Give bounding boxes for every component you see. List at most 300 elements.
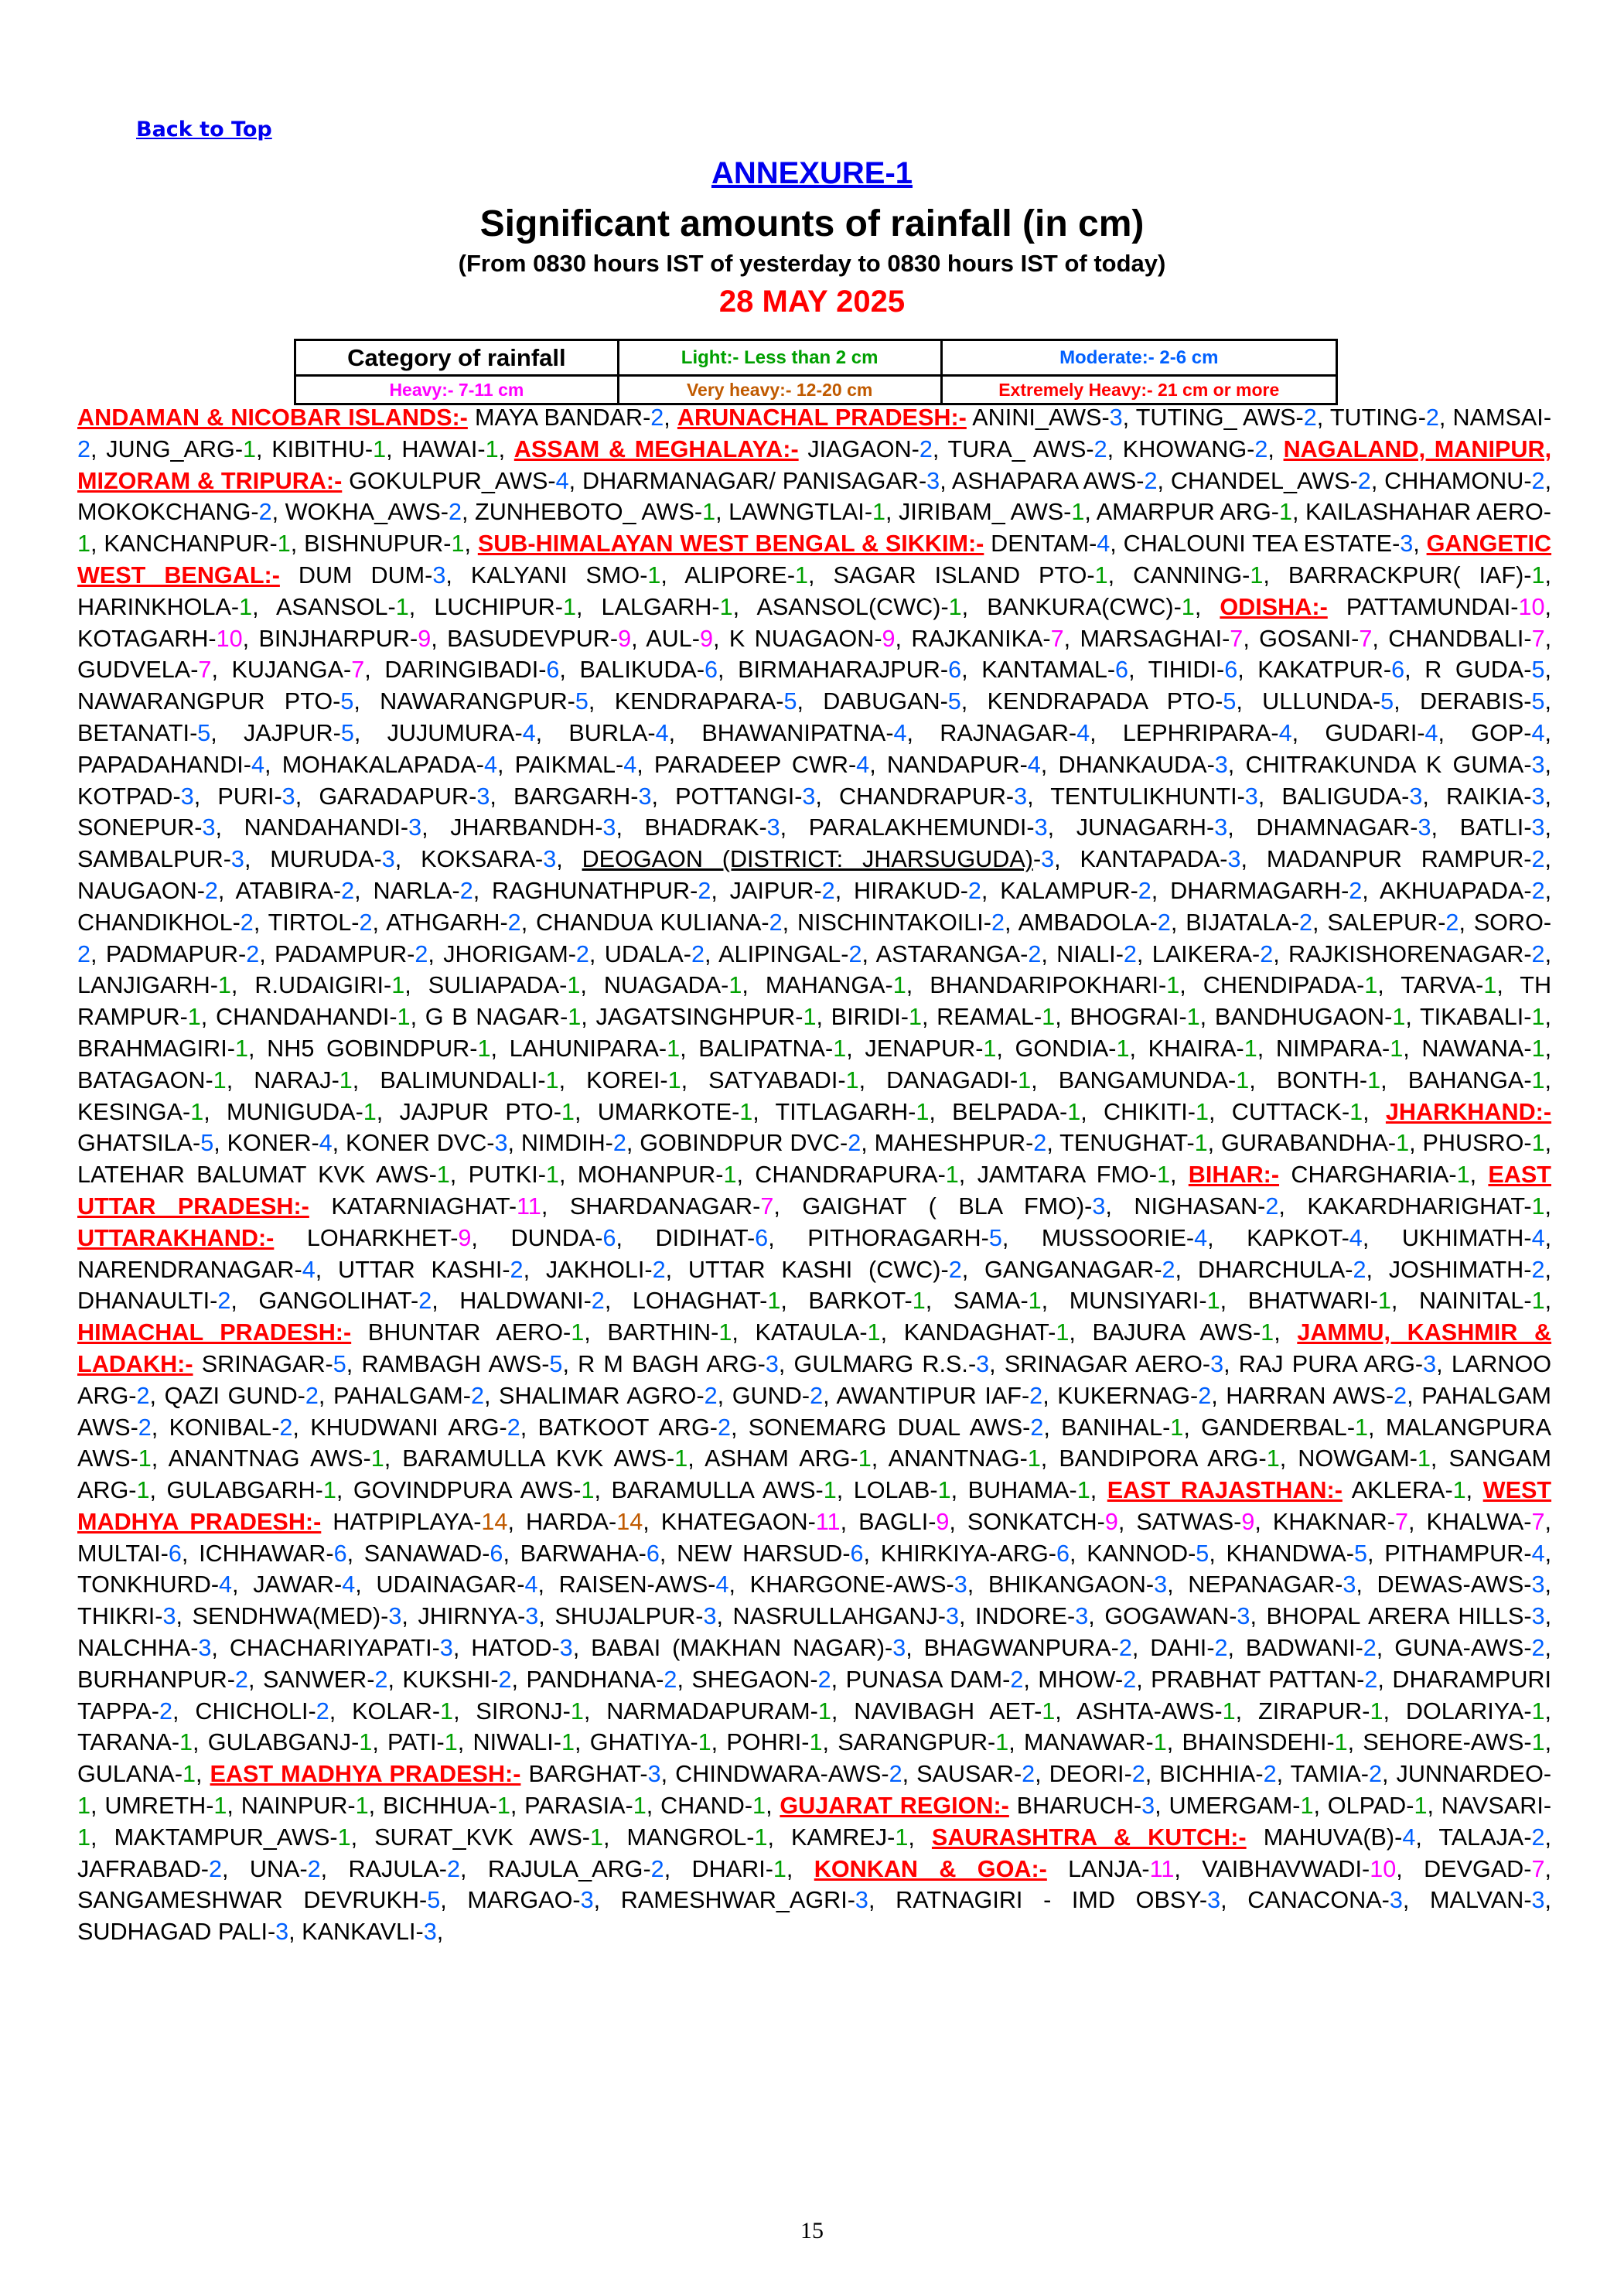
- station-name: CHARGHARIA: [1291, 1162, 1449, 1189]
- rainfall-value: 1: [719, 593, 733, 620]
- station-name: JAGATSINGHPUR: [595, 1004, 796, 1031]
- station-name: ATHGARH: [386, 909, 500, 936]
- rainfall-value: 1: [1531, 1035, 1545, 1062]
- station-name: JUNNARDEO: [1396, 1761, 1544, 1788]
- station-name: PARADEEP CWR: [653, 751, 848, 778]
- station-name: SHARDANAGAR: [569, 1192, 753, 1220]
- rainfall-value: 1: [1531, 1066, 1545, 1093]
- rainfall-value: 5: [1353, 1540, 1367, 1567]
- station-name: BRAHMAGIRI: [77, 1035, 227, 1062]
- rainfall-value: 1: [1279, 499, 1293, 526]
- rainfall-value: 2: [1123, 940, 1137, 967]
- rainfall-value: 2: [821, 877, 835, 904]
- rainfall-value: 1: [1392, 1004, 1406, 1031]
- station-name: GANGANAGAR: [984, 1256, 1155, 1283]
- station-name: NAWARANGPUR PTO: [77, 688, 333, 715]
- station-name: HATOD: [471, 1635, 552, 1662]
- rainfall-value: 2: [1368, 1761, 1382, 1788]
- rainfall-value: 1: [179, 1729, 193, 1756]
- station-name: KESINGA: [77, 1098, 183, 1125]
- station-name: BAGLI: [858, 1508, 929, 1535]
- rainfall-value: 2: [159, 1697, 172, 1725]
- rainfall-value: 2: [1010, 1666, 1024, 1693]
- station-name: ASANSOL(CWC): [756, 593, 941, 620]
- station-name: BHATWARI: [1247, 1288, 1370, 1315]
- station-name: HATPIPLAYA: [333, 1508, 474, 1535]
- rainfall-value: 9: [618, 625, 632, 652]
- rainfall-value: 1: [698, 1729, 711, 1756]
- rainfall-value: 1: [1300, 1793, 1314, 1820]
- station-name: MARSAGHAI: [1080, 625, 1223, 652]
- rainfall-value: 9: [936, 1508, 950, 1535]
- station-name: CHANDAHANDI: [215, 1004, 390, 1031]
- station-name: BATLI: [1459, 814, 1524, 841]
- rainfall-value: 1: [1370, 1697, 1383, 1725]
- station-name: MANGROL: [626, 1823, 747, 1851]
- rainfall-value: 5: [340, 688, 354, 715]
- rainfall-value: 5: [1196, 1540, 1209, 1567]
- rainfall-value: 1: [1250, 561, 1264, 588]
- station-name: GUDVELA: [77, 657, 191, 684]
- page-subtitle: (From 0830 hours IST of yesterday to 0830 hours IST of today): [458, 250, 1166, 277]
- rainfall-value: 1: [647, 561, 661, 588]
- page-number: 15: [800, 2218, 824, 2243]
- legend-category-label: Category of rainfall: [295, 340, 619, 376]
- rainfall-value: 3: [1154, 1571, 1168, 1598]
- station-name: PITHORAGARH: [807, 1224, 981, 1251]
- rainfall-value: 1: [213, 1793, 227, 1820]
- station-name: BARKOT: [808, 1288, 905, 1315]
- rainfall-value: 3: [559, 1635, 573, 1662]
- rainfall-value: 6: [705, 657, 718, 684]
- station-name: BINJHARPUR: [258, 625, 410, 652]
- rainfall-value: 4: [715, 1571, 729, 1598]
- rainfall-value: 1: [1334, 1729, 1348, 1756]
- rainfall-value: 1: [277, 531, 291, 558]
- station-name: DHANKAUDA: [1058, 751, 1207, 778]
- station-name: GAIGHAT ( BLA FMO): [802, 1192, 1085, 1220]
- station-name: NIWALI: [473, 1729, 554, 1756]
- station-name: SONEPUR: [77, 814, 195, 841]
- rainfall-value: 3: [1034, 814, 1048, 841]
- station-name: ASHAPARA AWS: [951, 467, 1137, 494]
- station-name: BUHAMA: [967, 1477, 1070, 1504]
- rainfall-value: 2: [704, 1382, 718, 1409]
- region-heading: BIHAR:-: [1188, 1162, 1280, 1189]
- rainfall-value: 3: [1207, 1887, 1221, 1914]
- station-name: NANDAHANDI: [244, 814, 401, 841]
- station-name: NISCHINTAKOILI: [797, 909, 984, 936]
- rainfall-value: 3: [765, 1350, 779, 1377]
- station-name: KHIRKIYA-ARG: [880, 1540, 1049, 1567]
- rainfall-value: 4: [1531, 719, 1545, 746]
- rainfall-value: 1: [817, 1697, 831, 1725]
- station-name: KOTAGARH: [77, 625, 209, 652]
- station-name: LAHUNIPARA: [509, 1035, 659, 1062]
- report-date: 28 MAY 2025: [718, 285, 906, 319]
- rainfall-value: 2: [374, 1666, 388, 1693]
- rainfall-value: 3: [1531, 783, 1545, 810]
- station-name: TUTING: [1329, 404, 1418, 431]
- rainfall-value: 7: [1230, 625, 1244, 652]
- region-heading: WEST MADHYA PRADESH:-: [77, 1477, 1552, 1535]
- rainfall-value: 1: [1042, 1004, 1056, 1031]
- region-heading: ANDAMAN & NICOBAR ISLANDS:-: [77, 404, 468, 431]
- rainfall-value: 2: [919, 435, 933, 462]
- station-name: MALANGPURA AWS: [77, 1414, 1552, 1472]
- rainfall-value: 4: [1531, 1224, 1545, 1251]
- station-name: NAMSAI: [1452, 404, 1544, 431]
- rainfall-value: 3: [892, 1635, 906, 1662]
- rainfall-value: 3: [580, 1887, 594, 1914]
- rainfall-value: 1: [1377, 1288, 1391, 1315]
- station-name: PAIKMAL: [514, 751, 616, 778]
- rainfall-value: 2: [459, 877, 473, 904]
- station-name: LUCHIPUR: [434, 593, 555, 620]
- station-name: CHHAMONU: [1384, 467, 1524, 494]
- rainfall-value: 2: [1531, 1635, 1545, 1662]
- rainfall-value: 1: [397, 1004, 411, 1031]
- rainfall-value: 2: [448, 499, 462, 526]
- rainfall-value: 1: [872, 499, 886, 526]
- station-name: BARRACKPUR( IAF): [1288, 561, 1524, 588]
- rainfall-value: 2: [209, 1855, 223, 1882]
- station-name: NEPANAGAR: [1188, 1571, 1336, 1598]
- station-name: GULMARG R.S.: [793, 1350, 968, 1377]
- rainfall-value: 2: [1299, 909, 1313, 936]
- rainfall-value: 3: [180, 783, 194, 810]
- station-name: NEW HARSUD: [677, 1540, 843, 1567]
- rainfall-value: 4: [1278, 719, 1292, 746]
- station-name: POTTANGI: [675, 783, 795, 810]
- station-name: DHAMNAGAR: [1256, 814, 1411, 841]
- rainfall-value: 7: [1531, 1508, 1545, 1535]
- rainfall-value: 1: [581, 1477, 595, 1504]
- rainfall-value: 1: [809, 1729, 823, 1756]
- rainfall-value: 1: [908, 1004, 922, 1031]
- station-name: BALIKUDA: [579, 657, 697, 684]
- station-name: QAZI GUND: [164, 1382, 298, 1409]
- rainfall-value: 4: [655, 719, 669, 746]
- rainfall-value: 2: [650, 1855, 664, 1882]
- station-name: KAMREJ: [791, 1823, 888, 1851]
- rainfall-value: 3: [1109, 404, 1123, 431]
- station-name: DEOGAON (DISTRICT: JHARSUGUDA): [582, 846, 1033, 873]
- station-name: KAKATPUR: [1257, 657, 1383, 684]
- rainfall-value: 10: [1518, 593, 1545, 620]
- station-name: DUNDA: [510, 1224, 595, 1251]
- region-heading: UTTARAKHAND:-: [77, 1224, 275, 1251]
- rainfall-value: 9: [882, 625, 896, 652]
- station-name: NAWARANGPUR: [380, 688, 568, 715]
- station-name: INDORE: [975, 1603, 1068, 1630]
- rainfall-value: 1: [1531, 1697, 1545, 1725]
- station-name: MUNIGUDA: [226, 1098, 356, 1125]
- station-name: BATAGAON: [77, 1066, 206, 1093]
- station-name: DHARMANAGAR/ PANISAGAR: [582, 467, 919, 494]
- station-name: ZUNHEBOTO_ AWS: [475, 499, 694, 526]
- station-name: CHANDIKHOL: [77, 909, 233, 936]
- rainfall-value: 2: [1394, 1382, 1407, 1409]
- rainfall-value: 1: [767, 1288, 781, 1315]
- station-name: JHARBANDH: [450, 814, 595, 841]
- rainfall-value: 2: [1028, 940, 1042, 967]
- station-name: ASHAM ARG: [705, 1445, 851, 1472]
- station-name: UMRETH: [104, 1793, 206, 1820]
- rainfall-value: 2: [848, 940, 862, 967]
- rainfall-value: 4: [1402, 1823, 1416, 1851]
- rainfall-value: 2: [204, 877, 218, 904]
- rainfall-value: 1: [363, 1098, 377, 1125]
- station-name: GHATIYA: [589, 1729, 691, 1756]
- rainfall-value: 6: [646, 1540, 660, 1567]
- rainfall-value: 11: [517, 1192, 541, 1220]
- station-name: BALIGUDA: [1281, 783, 1402, 810]
- station-name: KHALWA: [1426, 1508, 1524, 1535]
- station-name: MAKTAMPUR_AWS: [114, 1823, 330, 1851]
- station-name: BALIMUNDALI: [380, 1066, 538, 1093]
- rainfall-value: 6: [1056, 1540, 1070, 1567]
- station-name: BARGHAT: [528, 1761, 640, 1788]
- station-name: SRINAGAR AERO: [1004, 1350, 1203, 1377]
- station-name: SAMA: [953, 1288, 1021, 1315]
- station-name: DANAGADI: [886, 1066, 1010, 1093]
- station-name: UKHIMATH: [1401, 1224, 1524, 1251]
- station-name: VAIBHAVWADI: [1202, 1855, 1363, 1882]
- station-name: BHIKANGAON: [988, 1571, 1146, 1598]
- rainfall-value: 1: [1261, 1319, 1274, 1346]
- station-name: JAFRABAD: [77, 1855, 201, 1882]
- rainfall-value: 2: [810, 1382, 824, 1409]
- rainfall-value: 1: [1364, 972, 1378, 999]
- rainfall-value: 2: [470, 1382, 484, 1409]
- rainfall-value: 3: [1418, 814, 1431, 841]
- station-name: BANKURA(CWC): [987, 593, 1174, 620]
- station-name: SULIAPADA: [428, 972, 560, 999]
- station-name: KALAMPUR: [1000, 877, 1131, 904]
- rainfall-value: 3: [230, 846, 244, 873]
- station-name: SHUJALPUR: [554, 1603, 696, 1630]
- station-name: TENTULIKHUNTI: [1050, 783, 1237, 810]
- station-name: MAHUVA(B): [1263, 1823, 1395, 1851]
- rainfall-value: 2: [612, 1130, 626, 1157]
- rainfall-value: 2: [1531, 1823, 1545, 1851]
- rainfall-value: 1: [440, 1697, 454, 1725]
- station-name: JAJPUR: [244, 719, 333, 746]
- rainfall-value: 2: [1303, 404, 1317, 431]
- station-name: GULABGANJ: [207, 1729, 352, 1756]
- station-name: KUJANGA: [231, 657, 344, 684]
- station-name: GOVINDPURA AWS: [353, 1477, 574, 1504]
- station-name: LALGARH: [601, 593, 712, 620]
- rainfall-value: 4: [522, 719, 536, 746]
- rainfall-value: 1: [589, 1823, 603, 1851]
- rainfall-value: 1: [1056, 1319, 1070, 1346]
- region-heading: JHARKHAND:-: [1385, 1098, 1552, 1125]
- station-name: LARNOO ARG: [77, 1350, 1552, 1409]
- rainfall-value: 1: [562, 593, 576, 620]
- rainfall-value: 3: [439, 1635, 453, 1662]
- rainfall-value: 1: [754, 1823, 768, 1851]
- rainfall-value: 2: [591, 1288, 605, 1315]
- station-name: TURA_ AWS: [947, 435, 1087, 462]
- rainfall-value: 3: [976, 1350, 990, 1377]
- station-name: SATWAS: [1136, 1508, 1234, 1535]
- station-name: MUSSOORIE: [1041, 1224, 1186, 1251]
- station-name: NIGHASAN: [1134, 1192, 1258, 1220]
- station-name: GOP: [1471, 719, 1524, 746]
- rainfall-value: 14: [616, 1508, 643, 1535]
- rainfall-value: 2: [1349, 877, 1363, 904]
- station-name: GUNA-AWS: [1394, 1635, 1524, 1662]
- station-name: JAIPUR: [729, 877, 814, 904]
- rainfall-value: 1: [355, 1793, 369, 1820]
- station-name: BARAMULLA AWS: [611, 1477, 816, 1504]
- region-heading: EAST MADHYA PRADESH:-: [210, 1761, 521, 1788]
- station-name: GOSANI: [1259, 625, 1352, 652]
- station-name: SHALIMAR AGRO: [499, 1382, 697, 1409]
- station-name: MALVAN: [1430, 1887, 1524, 1914]
- station-name: TENUGHAT: [1059, 1130, 1187, 1157]
- station-name: KUKERNAG: [1057, 1382, 1190, 1409]
- station-name: PADAMPUR: [275, 940, 408, 967]
- station-name: KANNOD: [1087, 1540, 1189, 1567]
- station-name: DHANAULTI: [77, 1288, 210, 1315]
- rainfall-value: 1: [239, 593, 253, 620]
- station-name: ZIRAPUR: [1258, 1697, 1363, 1725]
- back-to-top-link[interactable]: Back to Top: [136, 118, 272, 142]
- station-name: R GUDA: [1424, 657, 1524, 684]
- rainfall-value: 3: [432, 561, 446, 588]
- station-name: ALIPORE: [684, 561, 787, 588]
- rainfall-value: 2: [1363, 1635, 1377, 1662]
- rainfall-value: 2: [691, 940, 705, 967]
- rainfall-value: 4: [483, 751, 497, 778]
- rainfall-value: 1: [339, 1066, 353, 1093]
- rainfall-value: 1: [674, 1445, 688, 1472]
- station-name: BURHANPUR: [77, 1666, 227, 1693]
- rainfall-value: 1: [1355, 1414, 1369, 1441]
- station-name: MAHANGA: [765, 972, 885, 999]
- rainfall-value: 3: [602, 814, 616, 841]
- rainfall-value: 2: [447, 1855, 461, 1882]
- rainfall-value: 1: [1027, 1445, 1041, 1472]
- station-name: DHARMAGARH: [1170, 877, 1342, 904]
- rainfall-value: 3: [954, 1571, 967, 1598]
- station-name: NANDAPUR: [886, 751, 1020, 778]
- rainfall-value: 1: [1531, 1288, 1545, 1315]
- rainfall-value: 4: [856, 751, 870, 778]
- station-name: KENDRAPADA PTO: [987, 688, 1216, 715]
- station-name: JAMTARA FMO: [977, 1162, 1149, 1189]
- station-name: JUNG_ARG: [106, 435, 235, 462]
- rainfall-value: 5: [1531, 657, 1545, 684]
- rainfall-value: 3: [1423, 1350, 1437, 1377]
- station-name: DABUGAN: [823, 688, 940, 715]
- rainfall-value: 2: [1531, 940, 1545, 967]
- station-name: OLPAD: [1327, 1793, 1407, 1820]
- station-name: GANDERBAL: [1201, 1414, 1347, 1441]
- rainfall-value: 5: [783, 688, 797, 715]
- station-name: MAYA BANDAR: [474, 404, 643, 431]
- station-name: BONTH: [1276, 1066, 1360, 1093]
- rainfall-value: 1: [833, 1035, 847, 1062]
- legend-very-heavy: Very heavy:- 12-20 cm: [618, 376, 941, 404]
- rainfall-value: 1: [1076, 1477, 1090, 1504]
- rainfall-value: 1: [1156, 1162, 1170, 1189]
- station-name: CHACHARIYAPATI: [229, 1635, 432, 1662]
- station-name: PARASIA: [524, 1793, 626, 1820]
- station-name: BISHNUPUR: [304, 531, 444, 558]
- station-name: SURAT_KVK AWS: [374, 1823, 582, 1851]
- rainfall-value: 3: [1041, 846, 1055, 873]
- rainfall-value: 2: [341, 877, 355, 904]
- station-name: HALDWANI: [459, 1288, 584, 1315]
- station-name: JAJPUR PTO: [399, 1098, 554, 1125]
- rainfall-value: 9: [700, 625, 714, 652]
- rainfall-value: 1: [1531, 1729, 1545, 1756]
- station-name: DEVGAD: [1424, 1855, 1524, 1882]
- rainfall-value: 2: [307, 1855, 321, 1882]
- station-name: KAILASHAHAR AERO: [1305, 499, 1544, 526]
- rainfall-value: 11: [815, 1508, 841, 1535]
- region-heading: ASSAM & MEGHALAYA:-: [513, 435, 799, 462]
- rainfall-value: 2: [305, 1382, 319, 1409]
- station-name: KHATEGAON: [660, 1508, 808, 1535]
- station-name: NAINITAL: [1418, 1288, 1524, 1315]
- station-name: KHAIRA: [1148, 1035, 1237, 1062]
- station-name: RAJKISHORENAGAR: [1288, 940, 1524, 967]
- rainfall-value: 3: [476, 783, 490, 810]
- station-name: DAHI: [1150, 1635, 1207, 1662]
- rainfall-value: 6: [490, 1540, 503, 1567]
- rainfall-category-legend: [294, 339, 1338, 405]
- station-name: DENTAM: [991, 531, 1090, 558]
- station-name: ATABIRA: [235, 877, 333, 904]
- station-name: KONER DVC: [346, 1130, 487, 1157]
- legend-moderate: Moderate:- 2-6 cm: [941, 340, 1336, 376]
- station-name: TUTING_ AWS: [1135, 404, 1296, 431]
- station-name: SONEMARG DUAL AWS: [748, 1414, 1023, 1441]
- rainfall-value: 2: [138, 1414, 152, 1441]
- rainfall-value: 2: [77, 435, 91, 462]
- station-name: GOGAWAN: [1104, 1603, 1230, 1630]
- rainfall-value: 2: [234, 1666, 248, 1693]
- station-name: CHINDWARA-AWS: [675, 1761, 882, 1788]
- region-heading: ARUNACHAL PRADESH:-: [677, 404, 967, 431]
- station-name: SAGAR ISLAND PTO: [833, 561, 1087, 588]
- station-name: KONIBAL: [169, 1414, 272, 1441]
- rainfall-value: 3: [766, 814, 780, 841]
- rainfall-value: 2: [1353, 1256, 1366, 1283]
- rainfall-value: 3: [162, 1603, 176, 1630]
- station-name: KHANDWA: [1226, 1540, 1346, 1567]
- rainfall-value: 2: [1425, 404, 1439, 431]
- rainfall-value: 4: [251, 751, 264, 778]
- station-name: KHUDWANI ARG: [310, 1414, 500, 1441]
- station-name: CHAND: [660, 1793, 745, 1820]
- rainfall-value: 1: [1414, 1793, 1428, 1820]
- station-name: GOBINDPUR DVC: [640, 1130, 841, 1157]
- rainfall-value: 3: [1531, 751, 1545, 778]
- station-name: LOHARKHET: [306, 1224, 451, 1251]
- rainfall-value: 1: [945, 1162, 959, 1189]
- station-name: PARALAKHEMUNDI: [808, 814, 1027, 841]
- rainfall-value: 3: [1227, 846, 1241, 873]
- rainfall-value: 2: [991, 909, 1005, 936]
- station-name: TIRTOL: [268, 909, 352, 936]
- rainfall-value: 2: [948, 1256, 962, 1283]
